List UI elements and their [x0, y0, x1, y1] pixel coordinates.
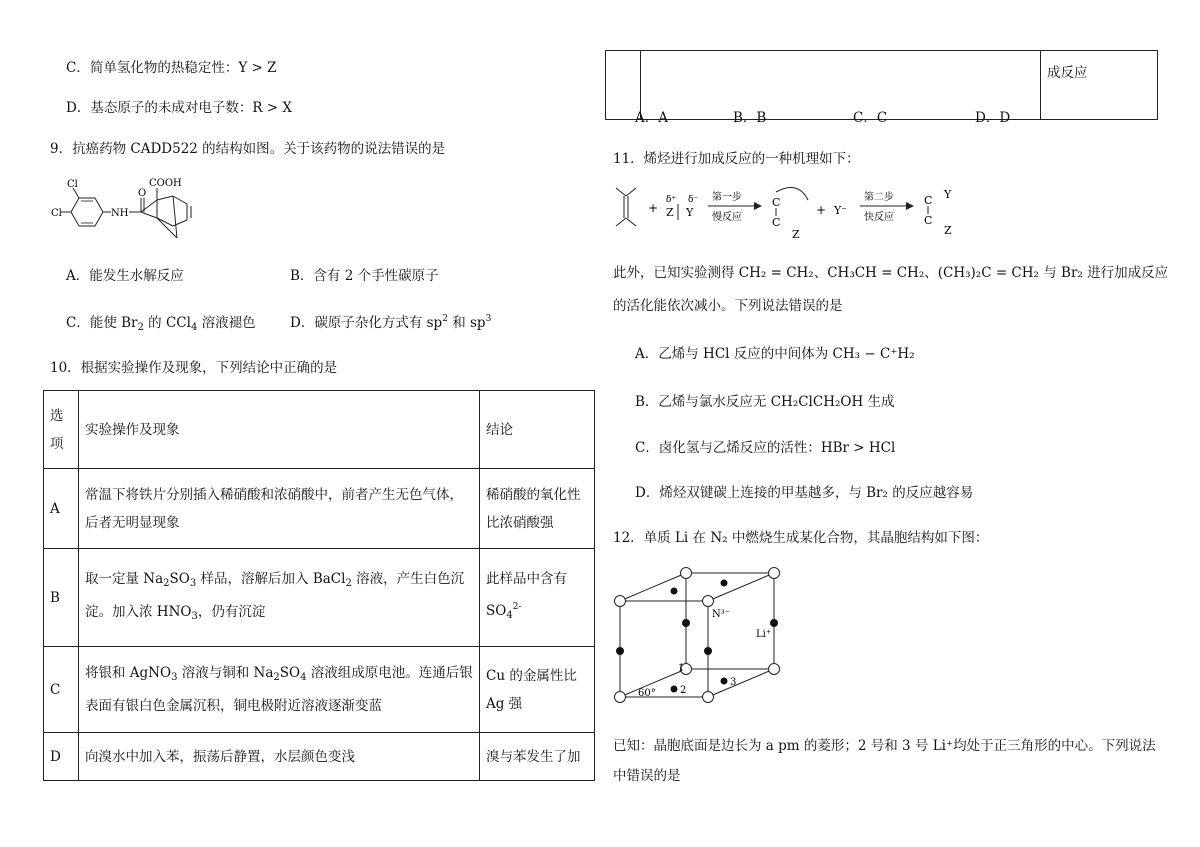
- q11-option-d: D．烯烃双键碳上连接的甲基越多，与 Br₂ 的反应越容易: [635, 485, 974, 501]
- q9-option-d: D．碳原子杂化方式有 $sp^2$ 和 $sp^3$: [290, 314, 492, 331]
- product-carbon-top: C: [924, 194, 933, 207]
- site-1-label: 1: [678, 663, 685, 674]
- q11-text-1: 此外，已知实验测得 CH₂ = CH₂、CH₃CH = CH₂、(CH₃)₂C = CH₂ 与 Br₂ 进行加成反应: [613, 265, 1169, 281]
- cl-label-1: Cl: [67, 179, 78, 190]
- q11-option-b: B．乙烯与氯水反应无 CH₂ClCH₂OH 生成: [635, 394, 895, 410]
- site-3-label: 3: [730, 677, 737, 688]
- z-label: Z: [666, 206, 674, 219]
- y-label: Y: [686, 206, 694, 219]
- q9-stem: 9．抗癌药物 CADD522 的结构如图。关于该药物的说法错误的是: [50, 141, 446, 157]
- cation-carbon-bottom: C: [772, 216, 781, 229]
- q8-option-c: C．简单氢化物的热稳定性：Y > Z: [66, 60, 277, 76]
- delta-plus: δ⁺: [666, 195, 677, 205]
- header-conclusion: 结论: [480, 391, 595, 469]
- n3-ion-label: N³⁻: [712, 609, 731, 620]
- row-conclusion: 溴与苯发生了加: [480, 733, 595, 781]
- carbonyl-o-label: O: [138, 188, 147, 199]
- row-label: A: [44, 469, 79, 549]
- step1-label: 第一步: [712, 192, 742, 203]
- row-operation: 向溴水中加入苯，振荡后静置，水层颜色变浅: [79, 733, 480, 781]
- step1-rate: 慢反应: [712, 212, 742, 223]
- continued-conclusion: 成反应: [1041, 51, 1158, 120]
- row-label: D: [44, 733, 79, 781]
- row-operation: 取一定量 $Na_2SO_3$ 样品，溶解后加入 BaCl$_2$ 溶液，产生白色沉淀。加入浓 $HNO_3$，仍有沉淀: [79, 549, 480, 647]
- nh-label: NH: [111, 208, 129, 219]
- q9-option-c: C．能使 $Br_2$ 的 CCl$_4$ 溶液褪色: [66, 315, 256, 333]
- product-y: Y: [944, 188, 952, 201]
- row-label: B: [44, 549, 79, 647]
- y-anion: Y⁻: [834, 204, 848, 217]
- product-carbon-bottom: C: [924, 214, 933, 227]
- q11-stem: 11．烯烃进行加成反应的一种机理如下：: [613, 151, 860, 167]
- q12-text-1: 已知：晶胞底面是边长为 a pm 的菱形；2 号和 3 号 Li⁺均处于正三角形的中心。下列说法: [613, 738, 1156, 754]
- q9-structure-diagram: [45, 170, 235, 250]
- header-option: 选项: [44, 391, 79, 469]
- cl-label-2: Cl: [51, 208, 62, 219]
- row-conclusion: 此样品中含有 $SO_4^{2-}$: [480, 549, 595, 647]
- plus-sign: +: [648, 201, 659, 215]
- plus-sign-2: +: [816, 203, 827, 217]
- q10-stem: 10．根据实验操作及现象，下列结论中正确的是: [50, 360, 338, 376]
- z-bonded-label: Z: [792, 228, 800, 241]
- delta-minus: δ⁻: [688, 195, 699, 205]
- table-row: [44, 549, 595, 647]
- q12-text-2: 中错误的是: [613, 768, 681, 784]
- row-operation: 将银和 AgNO$_3$ 溶液与铜和 $Na_2SO_4$ 溶液组成原电池。连通后银表面有银白色金属沉积，铜电极附近溶液逐渐变蓝: [79, 647, 480, 733]
- q12-stem: 12．单质 Li 在 N₂ 中燃烧生成某化合物，其晶胞结构如下图：: [613, 530, 989, 546]
- step2-rate: 快反应: [864, 212, 894, 223]
- q9-option-b: B．含有 2 个手性碳原子: [290, 268, 439, 284]
- li-ion-label: Li⁺: [756, 629, 772, 640]
- row-operation: 常温下将铁片分别插入稀硝酸和浓硝酸中，前者产生无色气体，后者无明显现象: [79, 469, 480, 549]
- row-conclusion: Cu 的金属性比 Ag 强: [480, 647, 595, 733]
- q10-option-b: B．B: [733, 110, 767, 126]
- q11-option-c: C．卤化氢与乙烯反应的活性：HBr > HCl: [635, 440, 896, 456]
- q12-crystal-cell-diagram: [608, 565, 798, 710]
- row-label: C: [44, 647, 79, 733]
- q11-mechanism-diagram: [608, 180, 968, 242]
- cation-carbon-top: C: [772, 196, 781, 209]
- table-row: [44, 469, 595, 549]
- q10-option-a: A．A: [635, 110, 668, 126]
- q10-option-c: C．C: [853, 110, 888, 126]
- q9-option-a: A．能发生水解反应: [66, 268, 184, 284]
- table-row: [44, 733, 595, 781]
- q8-option-d: D．基态原子的未成对电子数：R > X: [66, 100, 292, 116]
- angle-label: 60°: [638, 688, 656, 699]
- table-row: [44, 647, 595, 733]
- step2-label: 第二步: [864, 192, 894, 203]
- cooh-label: COOH: [149, 178, 182, 189]
- row-conclusion: 稀硝酸的氧化性比浓硝酸强: [480, 469, 595, 549]
- q10-table: [43, 390, 595, 781]
- q10-option-d: D．D: [975, 110, 1011, 126]
- q11-text-2: 的活化能依次减小。下列说法错误的是: [613, 298, 843, 314]
- q11-option-a: A．乙烯与 HCl 反应的中间体为 CH₃ − C⁺H₂: [635, 346, 915, 362]
- header-operation: 实验操作及现象: [79, 391, 480, 469]
- site-2-label: 2: [680, 685, 687, 696]
- table-header-row: [44, 391, 595, 469]
- product-z: Z: [944, 224, 952, 237]
